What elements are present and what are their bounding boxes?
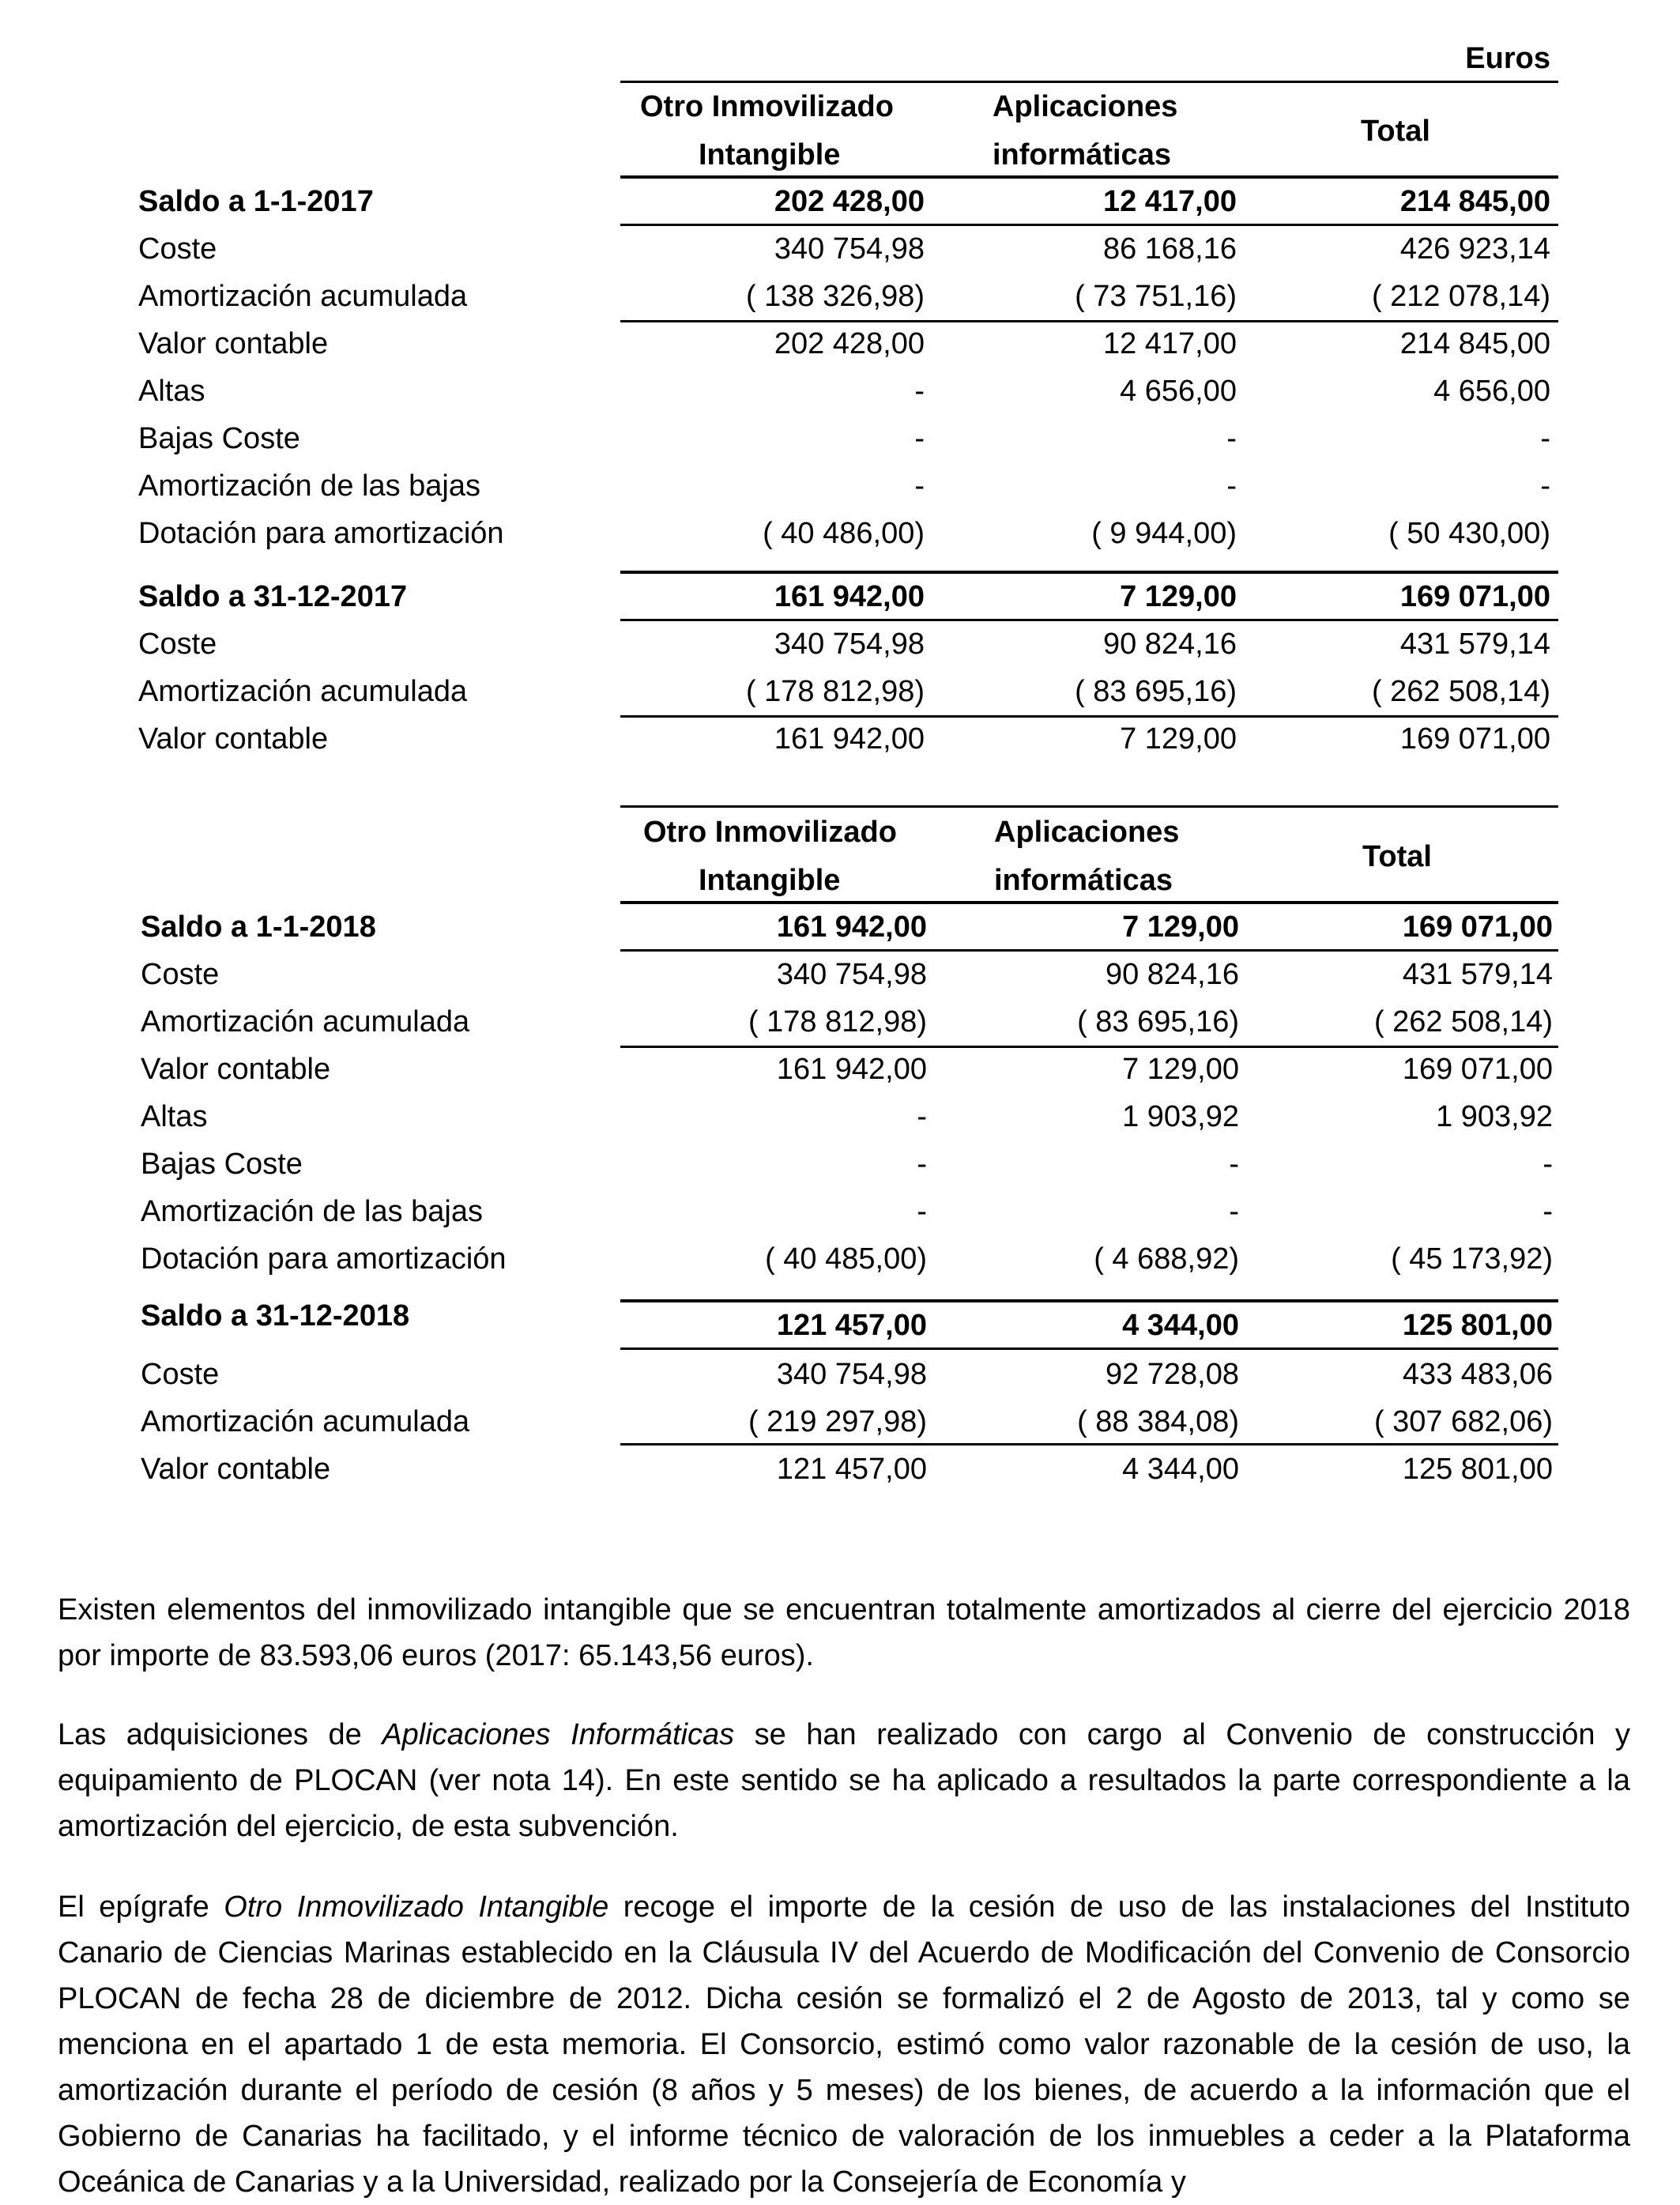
cell-total: ( 45 173,92) [1391, 1242, 1553, 1276]
row-label: Saldo a 1-1-2017 [138, 185, 374, 218]
cell-otro-inmovilizado: 202 428,00 [774, 185, 925, 218]
p2-part-a: Las adquisiciones de [58, 1718, 382, 1751]
cell-aplicaciones: ( 9 944,00) [1091, 517, 1237, 550]
cell-otro-inmovilizado: 121 457,00 [776, 1453, 927, 1486]
header-col3: Total [1361, 115, 1430, 148]
paragraph-software [58, 1712, 1630, 1849]
cell-total: 169 071,00 [1399, 722, 1550, 756]
table-2017 [0, 178, 1680, 763]
row-label: Bajas Coste [141, 1148, 303, 1181]
rule-2017-saldo-end-top [620, 571, 1558, 574]
table-row [0, 1398, 1680, 1446]
cell-aplicaciones: 4 344,00 [1122, 1309, 1239, 1342]
row-label: Coste [141, 958, 220, 991]
cell-total: ( 50 430,00) [1388, 517, 1550, 550]
table-row [0, 320, 1680, 368]
table-row [0, 178, 1680, 226]
rule-2018-saldo-top [620, 901, 1558, 904]
cell-otro-inmovilizado: 340 754,98 [774, 628, 925, 661]
row-label: Amortización acumulada [138, 280, 468, 313]
table-row [0, 225, 1680, 273]
cell-aplicaciones: 12 417,00 [1102, 327, 1237, 360]
cell-aplicaciones: ( 4 688,92) [1094, 1242, 1239, 1276]
row-label: Amortización de las bajas [141, 1195, 483, 1228]
row-label: Amortización de las bajas [138, 469, 480, 503]
table-row [0, 368, 1680, 416]
cell-aplicaciones: ( 83 695,16) [1077, 1005, 1239, 1038]
cell-aplicaciones: 86 168,16 [1102, 232, 1237, 266]
cell-total: 125 801,00 [1402, 1453, 1553, 1486]
header2-top-rule [620, 805, 1558, 808]
cell-otro-inmovilizado: ( 219 297,98) [748, 1405, 927, 1438]
rule-2017-saldo-end-bottom [620, 619, 1558, 621]
cell-otro-inmovilizado: - [917, 1100, 927, 1133]
cell-aplicaciones: - [1229, 1195, 1239, 1228]
row-label: Bajas Coste [138, 422, 300, 455]
cell-otro-inmovilizado: 340 754,98 [774, 232, 925, 266]
cell-otro-inmovilizado: ( 40 486,00) [763, 517, 925, 550]
cell-aplicaciones: 7 129,00 [1120, 580, 1237, 613]
p3-part-b: recoge el importe de la cesión de uso de las instalaciones del Instituto Canario de Ciencias Marinas establecido en la Cláusula IV del Acuerdo de Modificación del Convenio de Consorcio PLOCAN de fecha 28 de diciembre de 2012. Dicha cesión se formalizó el 2 de Agosto de 2013, tal y como se menciona en el apartado 1 de esta memoria. El Consorcio, estimó como valor razonable de la cesión de uso, la amortización durante el período de cesión (8 años y 5 meses) de los bienes, de acuerdo a la información que el Gobierno de Canarias ha facilitado, y el informe técnico de valoración de los inmuebles a ceder a la Plataforma Oceánica de Canarias y a la Universidad, realizado por la Consejería de Economía y [58, 1890, 1631, 2199]
header2-col2-line1: Aplicaciones [994, 816, 1180, 849]
cell-otro-inmovilizado: - [914, 375, 925, 408]
cell-total: - [1540, 422, 1550, 455]
table-row [0, 510, 1680, 558]
cell-total: 433 483,06 [1402, 1358, 1553, 1391]
cell-total: 431 579,14 [1402, 958, 1553, 991]
table-row [0, 1093, 1680, 1141]
cell-total: 169 071,00 [1402, 910, 1553, 944]
cell-otro-inmovilizado: 161 942,00 [776, 1053, 927, 1086]
rule-2017-amort-bottom [620, 320, 1558, 322]
cell-otro-inmovilizado: 340 754,98 [776, 958, 927, 991]
table-row [0, 1140, 1680, 1189]
cell-otro-inmovilizado: - [917, 1195, 927, 1228]
cell-total: ( 212 078,14) [1371, 280, 1550, 313]
cell-aplicaciones: ( 83 695,16) [1075, 675, 1237, 708]
cell-total: ( 262 508,14) [1371, 675, 1550, 708]
table-row [0, 620, 1680, 669]
table-row [0, 998, 1680, 1046]
row-label: Valor contable [138, 722, 329, 756]
cell-total: 214 845,00 [1399, 185, 1550, 218]
row-label: Altas [138, 375, 205, 408]
table-row [0, 1188, 1680, 1236]
table-2018 [0, 903, 1680, 1488]
cell-otro-inmovilizado: ( 138 326,98) [745, 280, 925, 313]
row-label: Amortización acumulada [141, 1405, 470, 1438]
rule-2017-saldo-top [620, 175, 1558, 179]
table-row [0, 1046, 1680, 1094]
row-label: Saldo a 31-12-2018 [141, 1299, 410, 1332]
table-row [0, 951, 1680, 999]
cell-aplicaciones: 4 344,00 [1122, 1453, 1239, 1486]
table-row [0, 1351, 1680, 1399]
row-label: Dotación para amortización [138, 517, 504, 550]
header-col1-line2: Intangible [699, 138, 841, 172]
table-row [0, 903, 1680, 952]
cell-total: 1 903,92 [1436, 1100, 1553, 1133]
table-row [0, 415, 1680, 463]
cell-aplicaciones: 7 129,00 [1120, 722, 1237, 756]
header2-col1-line1: Otro Inmovilizado [643, 816, 897, 849]
cell-otro-inmovilizado: - [914, 422, 925, 455]
cell-aplicaciones: ( 88 384,08) [1077, 1405, 1239, 1438]
rule-2017-amort2-bottom [620, 715, 1558, 718]
p3-part-a: El epígrafe [58, 1890, 224, 1924]
paragraph-2-text [58, 1712, 1630, 1849]
cell-aplicaciones: 92 728,08 [1105, 1358, 1239, 1391]
paragraph-fully-amortized [58, 1587, 1630, 1679]
row-label: Amortización acumulada [138, 675, 468, 708]
cell-aplicaciones: - [1226, 422, 1237, 455]
cell-otro-inmovilizado: ( 40 485,00) [765, 1242, 927, 1276]
cell-otro-inmovilizado: 340 754,98 [776, 1358, 927, 1391]
cell-otro-inmovilizado: - [917, 1148, 927, 1181]
cell-otro-inmovilizado: 121 457,00 [776, 1309, 927, 1342]
rule-2018-amort2-bottom [620, 1443, 1558, 1446]
p2-part-b: se han realizado con cargo al Convenio de construcción y equipamiento de PLOCAN (ver nota 14). En este sentido se ha aplicado a resultados la parte correspondiente a la amortización del ejercicio, de esta subvención. [58, 1718, 1630, 1843]
table-row [0, 668, 1680, 716]
cell-aplicaciones: 90 824,16 [1102, 628, 1237, 661]
cell-total: 4 656,00 [1433, 375, 1550, 408]
cell-aplicaciones: ( 73 751,16) [1075, 280, 1237, 313]
row-label: Saldo a 1-1-2018 [141, 910, 376, 944]
cell-total: 125 801,00 [1402, 1309, 1553, 1342]
cell-aplicaciones: 1 903,92 [1122, 1100, 1239, 1133]
p3-italic: Otro Inmovilizado Intangible [224, 1890, 609, 1924]
row-label: Amortización acumulada [141, 1005, 470, 1038]
row-label: Dotación para amortización [141, 1242, 507, 1276]
cell-otro-inmovilizado: 161 942,00 [774, 580, 925, 613]
cell-total: 169 071,00 [1399, 580, 1550, 613]
paragraph-3-text [58, 1884, 1630, 2205]
row-label: Coste [138, 232, 217, 266]
cell-total: ( 262 508,14) [1373, 1005, 1553, 1038]
cell-total: 431 579,14 [1399, 628, 1550, 661]
table-row [0, 1446, 1680, 1494]
table-row [0, 1235, 1680, 1283]
cell-aplicaciones: - [1226, 469, 1237, 503]
row-label: Valor contable [138, 327, 329, 360]
cell-total: - [1543, 1195, 1553, 1228]
currency-label: Euros [1465, 42, 1550, 75]
table-row [0, 1297, 1680, 1345]
cell-otro-inmovilizado: 161 942,00 [774, 722, 925, 756]
cell-total: - [1540, 469, 1550, 503]
rule-2018-saldo-bottom [620, 949, 1558, 952]
rule-2018-saldo-end-top [620, 1299, 1558, 1302]
row-label: Valor contable [141, 1453, 331, 1486]
cell-aplicaciones: 7 129,00 [1122, 1053, 1239, 1086]
rule-2017-saldo-bottom [620, 224, 1558, 226]
cell-total: ( 307 682,06) [1373, 1405, 1553, 1438]
header2-col2-line2: informáticas [994, 864, 1173, 897]
header-col1-line1: Otro Inmovilizado [640, 90, 894, 123]
row-label: Saldo a 31-12-2017 [138, 580, 408, 613]
cell-otro-inmovilizado: - [914, 469, 925, 503]
table-row [0, 573, 1680, 621]
cell-aplicaciones: 90 824,16 [1105, 958, 1239, 991]
cell-total: 169 071,00 [1402, 1053, 1553, 1086]
cell-aplicaciones: 7 129,00 [1122, 910, 1239, 944]
paragraph-1-text: Existen elementos del inmovilizado intangible que se encuentran totalmente amortizados al cierre del ejercicio 2018 por importe de 83.593,06 euros (2017: 65.143,56 euros). [58, 1593, 1630, 1672]
header-col2-line1: Aplicaciones [993, 90, 1178, 123]
table-row [0, 462, 1680, 511]
row-label: Coste [138, 628, 217, 661]
rule-2018-amort-bottom [620, 1046, 1558, 1048]
rule-2018-saldo-end-bottom [620, 1348, 1558, 1350]
cell-total: - [1543, 1148, 1553, 1181]
cell-aplicaciones: 4 656,00 [1120, 375, 1237, 408]
cell-aplicaciones: - [1229, 1148, 1239, 1181]
table-row [0, 273, 1680, 321]
cell-otro-inmovilizado: ( 178 812,98) [748, 1005, 927, 1038]
header2-col3: Total [1362, 840, 1432, 873]
cell-otro-inmovilizado: ( 178 812,98) [745, 675, 925, 708]
header-col2-line2: informáticas [993, 138, 1171, 172]
table-row [0, 715, 1680, 763]
paragraph-other-intangible [58, 1884, 1630, 2205]
header2-col1-line2: Intangible [699, 864, 841, 897]
cell-total: 214 845,00 [1399, 327, 1550, 360]
cell-otro-inmovilizado: 161 942,00 [776, 910, 927, 944]
cell-aplicaciones: 12 417,00 [1102, 185, 1237, 218]
cell-total: 426 923,14 [1399, 232, 1550, 266]
row-label: Coste [141, 1358, 220, 1391]
row-label: Valor contable [141, 1053, 331, 1086]
cell-otro-inmovilizado: 202 428,00 [774, 327, 925, 360]
p2-italic: Aplicaciones Informáticas [382, 1718, 735, 1751]
row-label: Altas [141, 1100, 208, 1133]
